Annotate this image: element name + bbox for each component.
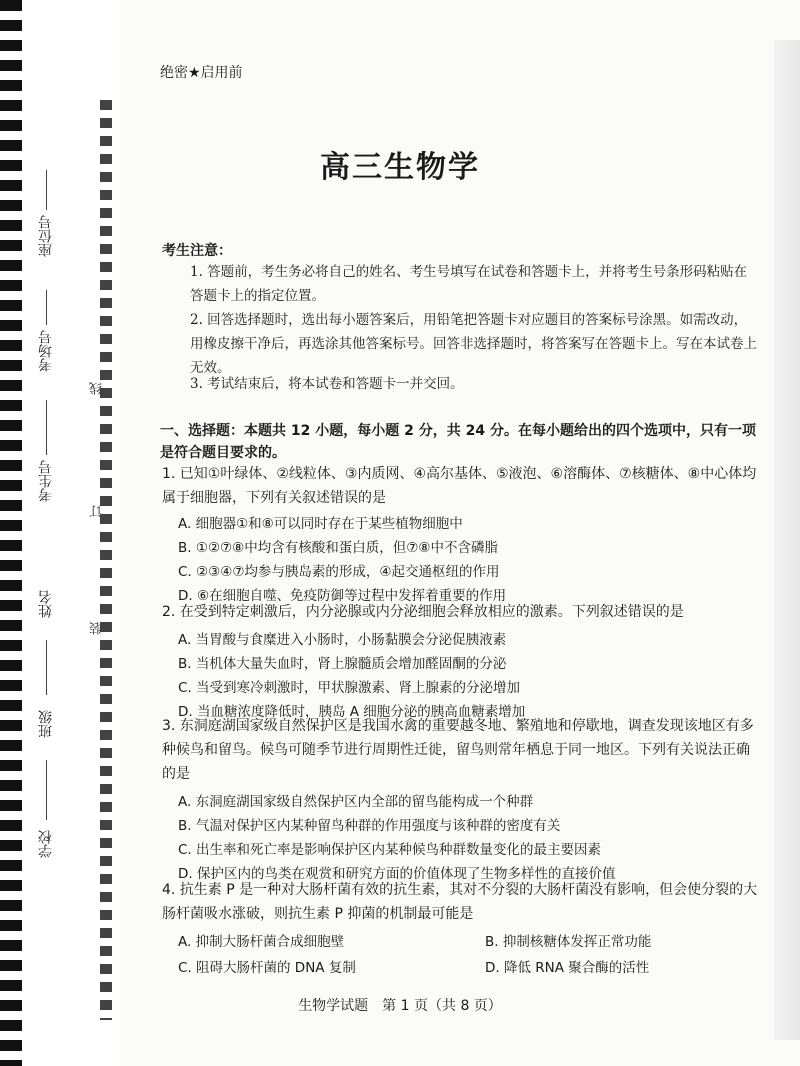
binding-mark-bind: 装 [90, 622, 105, 635]
class-label: 班级 [38, 710, 54, 738]
question-2-option-a: A. 当胃酸与食糜进入小肠时，小肠黏膜会分泌促胰液素 [178, 632, 507, 648]
question-3-option-c: C. 出生率和死亡率是影响保护区内某种候鸟种群数量变化的最主要因素 [178, 842, 602, 858]
name-line [46, 640, 47, 695]
question-1-option-a: A. 细胞器①和⑧可以同时存在于某些植物细胞中 [178, 516, 463, 532]
exam-room-line [46, 290, 47, 325]
seat-number-label: 座位号 [38, 215, 54, 257]
question-4-stem: 4. 抗生素 P 是一种对大肠杆菌有效的抗生素，其对不分裂的大肠杆菌没有影响，但会使分裂的大肠杆菌吸水涨破，则抗生素 P 抑菌的机制最可能是 [162, 882, 758, 922]
question-1-option-d: D. ⑥在细胞自噬、免疫防御等过程中发挥着重要的作用 [178, 588, 507, 604]
name-label: 姓名 [38, 590, 54, 618]
page-footer: 生物学试题 第 1 页（共 8 页） [298, 998, 502, 1014]
question-2-option-d: D. 当血糖浓度降低时，胰岛 A 细胞分泌的胰高血糖素增加 [178, 704, 526, 720]
exam-room-label: 考场号 [38, 330, 54, 372]
section-heading: 一、选择题：本题共 12 小题，每小题 2 分，共 24 分。在每小题给出的四个选项中，只有一项是符合题目要求的。 [160, 423, 756, 461]
notice-item-2: 2. 回答选择题时，选出每小题答案后，用铅笔把答题卡对应题目的答案标号涂黑。如需改动，用橡皮擦干净后，再选涂其他答案标号。回答非选择题时，将答案写在答题卡上。写在本试卷上无效。 [190, 312, 757, 376]
question-4-option-d: D. 降低 RNA 聚合酶的活性 [485, 960, 650, 976]
question-3-stem: 3. 东洞庭湖国家级自然保护区是我国水禽的重要越冬地、繁殖地和停歇地，调查发现该地区有多种候鸟和留鸟。候鸟可随季节进行周期性迁徙，留鸟则常年栖息于同一地区。下列有关说法正确的是 [162, 718, 754, 782]
notice-item-3: 3. 考试结束后，将本试卷和答题卡一并交回。 [190, 376, 464, 392]
student-number-line [46, 400, 47, 455]
question-1-option-c: C. ②③④⑦均参与胰岛素的形成，④起交通枢纽的作用 [178, 564, 500, 580]
confidential-label: 绝密★启用前 [160, 65, 243, 81]
question-2-stem: 2. 在受到特定刺激后，内分泌腺或内分泌细胞会释放相应的激素。下列叙述错误的是 [162, 604, 684, 620]
page-edge [774, 40, 800, 1040]
school-label: 学校 [38, 830, 54, 858]
binding-stripes-inner [100, 100, 112, 1020]
question-1-option-b: B. ①②⑦⑧中均含有核酸和蛋白质，但⑦⑧中不含磷脂 [178, 540, 498, 556]
binding-mark-line: 线 [90, 382, 105, 395]
question-3-option-d: D. 保护区内的鸟类在观赏和研究方面的价值体现了生物多样性的直接价值 [178, 866, 616, 882]
question-2-option-c: C. 当受到寒冷刺激时，甲状腺激素、肾上腺素的分泌增加 [178, 680, 521, 696]
student-number-label: 考生号 [38, 460, 54, 502]
class-line [46, 760, 47, 820]
question-2-option-b: B. 当机体大量失血时，肾上腺髓质会增加醛固酮的分泌 [178, 656, 507, 672]
notice-item-1: 1. 答题前，考生务必将自己的姓名、考生号填写在试卷和答题卡上，并将考生号条形码粘贴在答题卡上的指定位置。 [190, 264, 748, 304]
binding-mark-staple: 订 [90, 505, 105, 518]
page-title: 高三生物学 [320, 150, 480, 185]
question-3-option-b: B. 气温对保护区内某种留鸟种群的作用强度与该种群的密度有关 [178, 818, 561, 834]
question-4-option-b: B. 抑制核糖体发挥正常功能 [485, 934, 652, 950]
notice-heading: 考生注意： [162, 243, 232, 259]
question-3-option-a: A. 东洞庭湖国家级自然保护区内全部的留鸟能构成一个种群 [178, 794, 534, 810]
question-4-option-a: A. 抑制大肠杆菌合成细胞壁 [178, 934, 345, 950]
question-4-option-c: C. 阻碍大肠杆菌的 DNA 复制 [178, 960, 356, 976]
question-1-stem: 1. 已知①叶绿体、②线粒体、③内质网、④高尔基体、⑤液泡、⑥溶酶体、⑦核糖体、⑧中心体均属于细胞器，下列有关叙述错误的是 [162, 466, 757, 506]
